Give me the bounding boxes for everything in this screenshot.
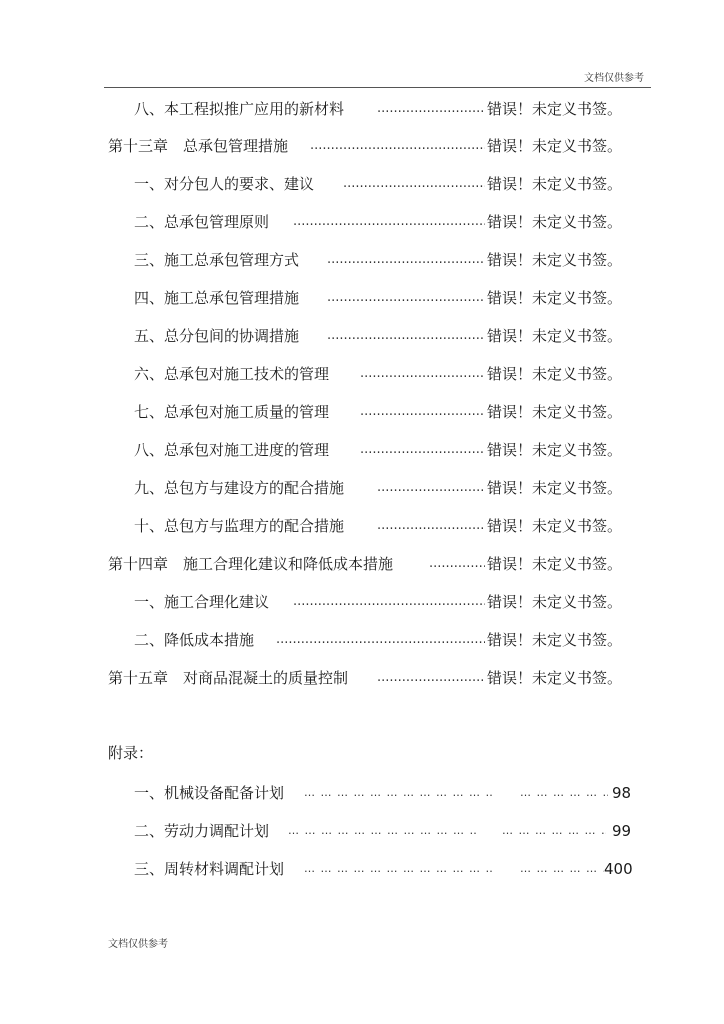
toc-status: 错误！未定义书签。	[487, 669, 623, 687]
toc-label: 二、总承包管理原则	[134, 213, 270, 231]
toc-label: 十、总包方与监理方的配合措施	[134, 517, 345, 535]
appendix-entry[interactable]	[0, 781, 724, 805]
toc-entry[interactable]	[0, 286, 724, 310]
toc-leader-dots	[377, 666, 485, 690]
appendix-title: 附录：	[108, 744, 154, 762]
page-header-text: 文档仅供参考	[584, 73, 644, 84]
toc-entry[interactable]	[0, 324, 724, 348]
toc-entry[interactable]	[0, 514, 724, 538]
toc-entry[interactable]	[0, 438, 724, 462]
toc-label: 七、总承包对施工质量的管理	[134, 403, 330, 421]
toc-status: 错误！未定义书签。	[487, 403, 623, 421]
appendix-page-number: 400	[604, 860, 633, 878]
page-footer-text: 文档仅供参考	[108, 939, 168, 950]
toc-status: 错误！未定义书签。	[487, 137, 623, 155]
toc-status: 错误！未定义书签。	[487, 555, 623, 573]
toc-leader-dots	[360, 438, 485, 462]
appendix-leader-dots	[520, 857, 604, 881]
appendix-leader-dots	[304, 781, 494, 805]
toc-leader-dots	[293, 210, 485, 234]
appendix-label: 二、劳动力调配计划	[134, 822, 270, 840]
toc-status: 错误！未定义书签。	[487, 365, 623, 383]
toc-leader-dots	[377, 476, 485, 500]
toc-status: 错误！未定义书签。	[487, 441, 623, 459]
toc-status: 错误！未定义书签。	[487, 631, 623, 649]
toc-leader-dots	[377, 97, 485, 121]
toc-label: 八、本工程拟推广应用的新材料	[134, 100, 345, 118]
toc-label: 五、总分包间的协调措施	[134, 327, 300, 345]
toc-leader-dots	[327, 324, 485, 348]
appendix-leader-dots	[288, 819, 478, 843]
toc-status: 错误！未定义书签。	[487, 251, 623, 269]
appendix-leader-dots	[304, 857, 494, 881]
appendix-label: 一、机械设备配备计划	[134, 784, 285, 802]
toc-entry[interactable]	[0, 400, 724, 424]
toc-status: 错误！未定义书签。	[487, 213, 623, 231]
appendix-entry[interactable]	[0, 857, 724, 881]
toc-leader-dots	[310, 134, 485, 158]
toc-entry[interactable]	[0, 628, 724, 652]
toc-label: 二、降低成本措施	[134, 631, 255, 649]
appendix-page-number: 99	[612, 822, 632, 840]
toc-leader-dots	[377, 514, 485, 538]
toc-leader-dots	[293, 590, 485, 614]
toc-label: 一、对分包人的要求、建议	[134, 175, 315, 193]
toc-label: 第十五章 对商品混凝土的质量控制	[108, 669, 349, 687]
toc-status: 错误！未定义书签。	[487, 517, 623, 535]
toc-leader-dots	[360, 400, 485, 424]
appendix-page-number: 98	[612, 784, 632, 802]
appendix-leader-dots	[520, 781, 608, 805]
appendix-label: 三、周转材料调配计划	[134, 860, 285, 878]
toc-status: 错误！未定义书签。	[487, 479, 623, 497]
toc-entry[interactable]	[0, 476, 724, 500]
toc-entry[interactable]	[0, 666, 724, 690]
header-rule	[104, 87, 651, 88]
toc-leader-dots	[327, 248, 485, 272]
toc-entry[interactable]	[0, 552, 724, 576]
toc-leader-dots	[429, 552, 485, 576]
toc-entry[interactable]	[0, 248, 724, 272]
toc-leader-dots	[343, 172, 485, 196]
appendix-leader-dots	[502, 819, 606, 843]
toc-leader-dots	[276, 628, 485, 652]
toc-status: 错误！未定义书签。	[487, 327, 623, 345]
toc-entry[interactable]	[0, 97, 724, 121]
toc-label: 一、施工合理化建议	[134, 593, 270, 611]
toc-entry[interactable]	[0, 172, 724, 196]
toc-status: 错误！未定义书签。	[487, 593, 623, 611]
toc-label: 八、总承包对施工进度的管理	[134, 441, 330, 459]
appendix-entry[interactable]	[0, 819, 724, 843]
toc-status: 错误！未定义书签。	[487, 289, 623, 307]
toc-entry[interactable]	[0, 210, 724, 234]
toc-label: 三、施工总承包管理方式	[134, 251, 300, 269]
toc-label: 九、总包方与建设方的配合措施	[134, 479, 345, 497]
toc-label: 四、施工总承包管理措施	[134, 289, 300, 307]
toc-leader-dots	[360, 362, 485, 386]
toc-leader-dots	[327, 286, 485, 310]
toc-entry[interactable]	[0, 590, 724, 614]
toc-label: 第十四章 施工合理化建议和降低成本措施	[108, 555, 394, 573]
toc-entry[interactable]	[0, 134, 724, 158]
toc-label: 第十三章 总承包管理措施	[108, 137, 289, 155]
toc-status: 错误！未定义书签。	[487, 100, 623, 118]
toc-status: 错误！未定义书签。	[487, 175, 623, 193]
toc-entry[interactable]	[0, 362, 724, 386]
toc-label: 六、总承包对施工技术的管理	[134, 365, 330, 383]
